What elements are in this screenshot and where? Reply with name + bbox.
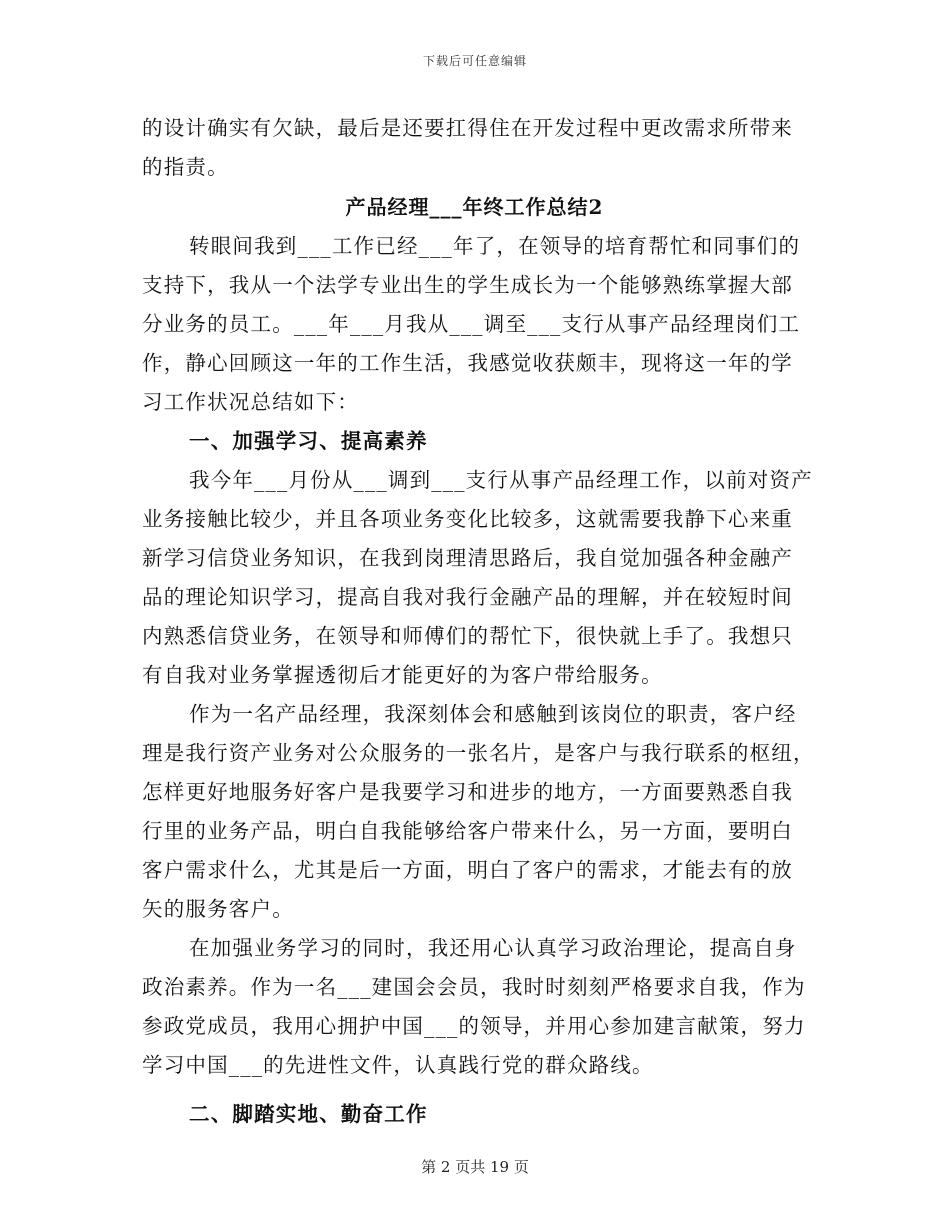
- page-header: 下载后可任意编辑: [422, 54, 527, 68]
- subheading: 一、加强学习、提高素养: [189, 429, 428, 453]
- document-body: [142, 109, 815, 1134]
- section-title: 产品经理___年终工作总结2: [345, 195, 604, 219]
- body-line: 学习中国___的先进性文件，认真践行党的群众路线。: [142, 1053, 654, 1077]
- body-line: 内熟悉信贷业务，在领导和师傅们的帮忙下，很快就上手了。我想只: [142, 624, 793, 648]
- body-line: 政治素养。作为一名___建国会会员，我时时刻刻严格要求自我，作为: [142, 975, 806, 999]
- body-line: 怎样更好地服务好客户是我要学习和进步的地方，一方面要熟悉自我: [142, 780, 793, 804]
- body-line: 参政党成员，我用心拥护中国___的领导，并用心参加建言献策，努力: [142, 1014, 806, 1038]
- body-line: 的指责。: [142, 155, 229, 179]
- paragraph-gap: [142, 1085, 807, 1095]
- paragraph-first-line: 转眼间我到___工作已经___年了，在领导的培育帮忙和同事们的: [189, 234, 801, 258]
- body-line: 新学习信贷业务知识，在我到岗理清思路后，我自觉加强各种金融产: [142, 546, 793, 570]
- paragraph-first-line: 作为一名产品经理，我深刻体会和感触到该岗位的职责，客户经: [189, 702, 797, 726]
- body-line: 有自我对业务掌握透彻后才能更好的为客户带给服务。: [142, 663, 663, 687]
- body-line: 品的理论知识学习，提高自我对我行金融产品的理解，并在较短时间: [142, 585, 793, 609]
- paragraph-first-line: 我今年___月份从___调到___支行从事产品经理工作，以前对资产: [189, 468, 813, 492]
- body-line: 作，静心回顾这一年的工作生活，我感觉收获颇丰，现将这一年的学: [142, 351, 793, 375]
- body-line: 习工作状况总结如下：: [142, 390, 359, 414]
- page-footer: 第 2 页共 19 页: [421, 1158, 529, 1176]
- body-line: 客户需求什么，尤其是后一方面，明白了客户的需求，才能去有的放: [142, 858, 793, 882]
- paragraph-first-line: 在加强业务学习的同时，我还用心认真学习政治理论，提高自身: [189, 936, 797, 960]
- body-line: 分业务的员工。___年___月我从___调至___支行从事产品经理岗们工: [142, 312, 801, 336]
- body-line: 的设计确实有欠缺，最后是还要扛得住在开发过程中更改需求所带来: [142, 116, 793, 140]
- body-line: 行里的业务产品，明白自我能够给客户带来什么，另一方面，要明白: [142, 819, 793, 843]
- subheading: 二、脚踏实地、勤奋工作: [189, 1102, 428, 1126]
- body-line: 矢的服务客户。: [142, 897, 294, 921]
- body-line: 理是我行资产业务对公众服务的一张名片，是客户与我行联系的枢纽，: [142, 741, 815, 765]
- body-line: 业务接触比较少，并且各项业务变化比较多，这就需要我静下心来重: [142, 507, 793, 531]
- body-line: 支持下，我从一个法学专业出生的学生成长为一个能够熟练掌握大部: [142, 273, 793, 297]
